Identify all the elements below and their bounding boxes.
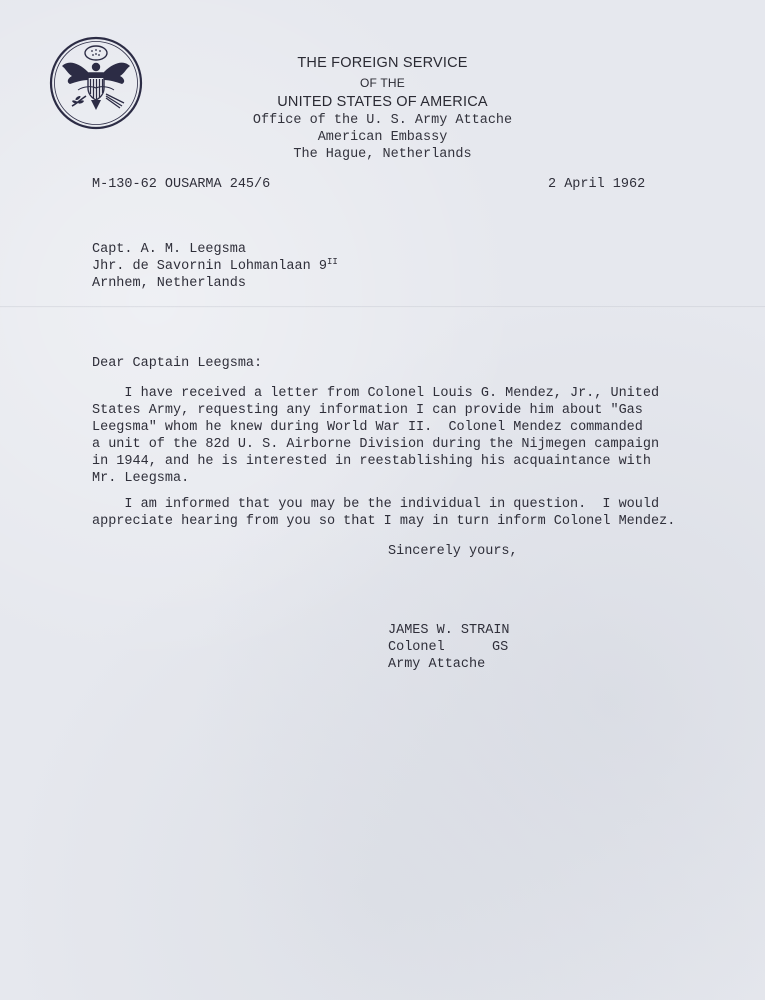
body-paragraph-1 (92, 385, 659, 487)
letterhead-office: Office of the U. S. Army Attache (252, 113, 513, 128)
letter-date: 2 April 1962 (548, 177, 646, 192)
letterhead-line-3: UNITED STATES OF AMERICA (277, 94, 488, 110)
letterhead-location: The Hague, Netherlands (293, 147, 472, 162)
paragraph-line: a unit of the 82d U. S. Airborne Division during the Nijmegen campaign (92, 437, 660, 452)
recipient-street-suffix: II (326, 257, 338, 267)
recipient-street-text: Jhr. de Savornin Lohmanlaan 9 (92, 259, 327, 274)
recipient-city: Arnhem, Netherlands (92, 276, 246, 291)
paragraph-line: appreciate hearing from you so that I may in turn inform Colonel Mendez. (92, 514, 676, 529)
reference-number: M-130-62 OUSARMA 245/6 (92, 177, 271, 192)
signer-rank: Colonel (388, 640, 445, 655)
signer-title: Army Attache (388, 657, 486, 672)
signer-branch: GS (492, 640, 509, 655)
letterhead-line-2: OF THE (360, 76, 405, 90)
paragraph-line: I am informed that you may be the individual in question. I would (92, 497, 660, 512)
paragraph-line: Mr. Leegsma. (92, 471, 190, 486)
letterhead-embassy: American Embassy (317, 130, 448, 145)
salutation: Dear Captain Leegsma: (92, 356, 263, 371)
signer-name: JAMES W. STRAIN (388, 623, 510, 638)
paper-fold (0, 306, 765, 308)
paragraph-line: Leegsma" whom he knew during World War II. Colonel Mendez commanded (92, 420, 643, 435)
letterhead-line-1: THE FOREIGN SERVICE (297, 55, 468, 71)
paragraph-line: I have received a letter from Colonel Louis G. Mendez, Jr., United (92, 386, 660, 401)
closing: Sincerely yours, (388, 544, 518, 559)
body-paragraph-2 (92, 496, 675, 530)
paragraph-line: in 1944, and he is interested in reestablishing his acquaintance with (92, 454, 651, 469)
paragraph-line: States Army, requesting any information I can provide him about "Gas (92, 403, 643, 418)
recipient-name: Capt. A. M. Leegsma (92, 242, 246, 257)
recipient-street (92, 258, 338, 275)
